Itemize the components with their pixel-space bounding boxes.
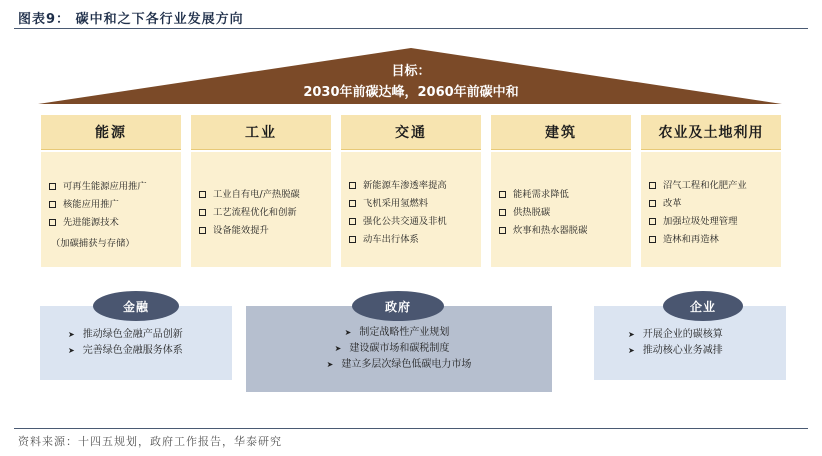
checkbox-bullet-icon	[649, 200, 656, 207]
pillar-body	[641, 152, 781, 267]
pillar-energy	[41, 115, 181, 267]
list-item: ➤ 建设碳市场和碳税制度	[327, 341, 472, 357]
pillar-label: 工业	[191, 115, 331, 150]
finance-badge: 金融	[93, 291, 179, 321]
list-item: 炊事和热水器脱碳	[499, 225, 625, 237]
list-item: 改革	[649, 198, 775, 210]
pillar-industry	[191, 115, 331, 267]
pillar-body	[191, 152, 331, 267]
roof-goal-label: 目标：	[391, 64, 431, 79]
list-item: 工业自有电/产热脱碳	[199, 189, 325, 201]
pillar-agriculture	[641, 115, 781, 267]
list-item: 设备能效提升	[199, 225, 325, 237]
checkbox-bullet-icon	[649, 218, 656, 225]
pillar-buildings	[491, 115, 631, 267]
source-divider	[14, 428, 808, 429]
checkbox-bullet-icon	[49, 201, 56, 208]
checkbox-bullet-icon	[199, 227, 206, 234]
list-item: 新能源车渗透率提高	[349, 180, 475, 192]
arrow-bullet-icon: ➤	[326, 360, 334, 369]
list-item: ➤ 建立多层次绿色低碳电力市场	[327, 357, 472, 373]
pillar-label: 建筑	[491, 115, 631, 150]
arrow-bullet-icon: ➤	[344, 328, 352, 337]
pillar-body	[41, 152, 181, 267]
checkbox-bullet-icon	[49, 183, 56, 190]
roof-triangle	[0, 0, 822, 115]
pillar-body	[341, 152, 481, 267]
checkbox-bullet-icon	[349, 200, 356, 207]
arrow-bullet-icon: ➤	[334, 344, 342, 353]
checkbox-bullet-icon	[199, 191, 206, 198]
pillar-label: 能源	[41, 115, 181, 150]
checkbox-bullet-icon	[499, 209, 506, 216]
list-item: 可再生能源应用推广	[49, 181, 175, 193]
checkbox-bullet-icon	[349, 236, 356, 243]
checkbox-bullet-icon	[499, 227, 506, 234]
list-item: ➤ 开展企业的碳核算	[628, 327, 786, 343]
list-item: ➤ 推动绿色金融产品创新	[68, 327, 232, 343]
arrow-bullet-icon: ➤	[628, 346, 635, 355]
list-item: 工艺流程优化和创新	[199, 207, 325, 219]
checkbox-bullet-icon	[49, 219, 56, 226]
arrow-bullet-icon: ➤	[68, 330, 75, 339]
pillar-body	[491, 152, 631, 267]
pillar-label: 农业及土地利用	[641, 115, 781, 150]
roof-goal-text: 2030年前碳达峰，2060年前碳中和	[303, 85, 519, 100]
checkbox-bullet-icon	[649, 236, 656, 243]
pillar-label: 交通	[341, 115, 481, 150]
enterprise-badge: 企业	[663, 291, 743, 321]
checkbox-bullet-icon	[199, 209, 206, 216]
list-item: ➤ 完善绿色金融服务体系	[68, 343, 232, 359]
checkbox-bullet-icon	[649, 182, 656, 189]
pillar-note: （加碳捕获与存储）	[51, 237, 135, 249]
list-item: 动车出行体系	[349, 234, 475, 246]
list-item: 先进能源技术	[49, 217, 175, 229]
list-item: 飞机采用氢燃料	[349, 198, 475, 210]
arrow-bullet-icon: ➤	[68, 346, 75, 355]
list-item: 能耗需求降低	[499, 189, 625, 201]
checkbox-bullet-icon	[499, 191, 506, 198]
arrow-bullet-icon: ➤	[628, 330, 635, 339]
checkbox-bullet-icon	[349, 218, 356, 225]
list-item: 强化公共交通及非机	[349, 216, 475, 228]
list-item: 加强垃圾处理管理	[649, 216, 775, 228]
list-item: 沼气工程和化肥产业	[649, 180, 775, 192]
checkbox-bullet-icon	[349, 182, 356, 189]
list-item: 供热脱碳	[499, 207, 625, 219]
list-item: ➤ 推动核心业务减排	[628, 343, 786, 359]
figure-title: 图表9： 碳中和之下各行业发展方向	[18, 12, 244, 27]
source-note: 资料来源：十四五规划，政府工作报告，华泰研究	[18, 435, 282, 448]
pillar-transport	[341, 115, 481, 267]
list-item: ➤ 制定战略性产业规划	[327, 325, 472, 341]
list-item: 核能应用推广	[49, 199, 175, 211]
list-item: 造林和再造林	[649, 234, 775, 246]
government-badge: 政府	[352, 291, 444, 321]
